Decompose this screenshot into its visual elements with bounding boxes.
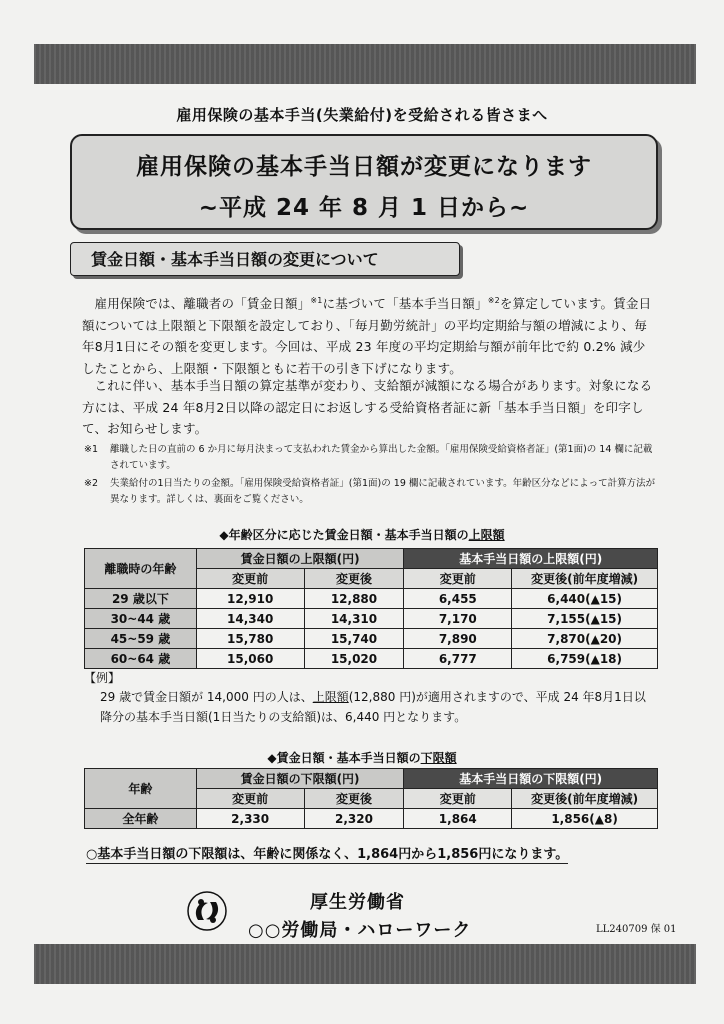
wage-after: 15,020	[304, 649, 404, 669]
col-before: 変更前	[196, 789, 304, 809]
lower-limit-table	[84, 768, 658, 829]
effective-date: ~平成 24 年 8 月 1 日から~	[198, 195, 530, 221]
body-paragraph-2: これに伴い、基本手当日額の算定基準が変わり、支給額が減額になる場合があります。対象になる方には、平成 24 年8月2日以降の認定日にお返しする受給資格者証に新「基本手当日額」を印字して、お知らせします。	[82, 378, 653, 436]
ministry-logo-icon	[186, 890, 228, 932]
wage-before: 14,340	[196, 609, 304, 629]
wage-before: 2,330	[196, 809, 304, 829]
table-row	[85, 809, 658, 829]
col-before: 変更前	[404, 569, 512, 589]
title-box	[70, 134, 658, 230]
upper-title-prefix: ◆年齢区分に応じた賃金日額・基本手当日額の	[219, 528, 469, 542]
ministry-name: 厚生労働省	[310, 892, 405, 913]
lower-title-underlined: 下限額	[420, 751, 457, 765]
top-decor-bar	[34, 44, 696, 84]
footnote-text: 失業給付の1日当たりの金額。「雇用保険受給資格者証」(第1面)の 19 欄に記載されています。年齢区分などによって計算方法が異なります。詳しくは、裏面をご覧ください。	[110, 478, 656, 505]
row-age: 60~64 歳	[85, 649, 197, 669]
footnote-mark: ※1	[84, 444, 99, 455]
upper-title-underlined: 上限額	[468, 528, 505, 542]
example-text-underlined: 上限額	[312, 690, 349, 704]
footnote-mark: ※2	[84, 478, 99, 489]
para1-text-a: 雇用保険では、離職者の「賃金日額」	[94, 296, 311, 312]
col-after: 変更後	[304, 789, 404, 809]
age-header: 離職時の年齢	[85, 549, 197, 589]
conclusion-note: ○基本手当日額の下限額は、年齢に関係なく、1,864円から1,856円になります。	[86, 843, 568, 864]
wage-after: 15,740	[304, 629, 404, 649]
wage-after: 2,320	[304, 809, 404, 829]
benefit-after: 6,759(▲18)	[512, 649, 658, 669]
age-header: 年齢	[85, 769, 197, 809]
col-after-change: 変更後(前年度増減)	[512, 569, 658, 589]
footnote-text: 離職した日の直前の 6 か月に毎月決まって支払われた賃金から算出した金額。「雇用保険受給資格者証」(第1面)の 14 欄に記載されています。	[110, 444, 653, 471]
table-row	[85, 629, 658, 649]
row-age: 29 歳以下	[85, 589, 197, 609]
footnote-2	[84, 476, 656, 508]
table-row	[85, 609, 658, 629]
wage-before: 15,060	[196, 649, 304, 669]
para1-text-c: を算定しています。賃金日額については上限額と下限額を設定しており、「毎月勤労統計」の平均定期給与額の増減により、毎年8月1日にその額を変更します。今回は、平成 23 年度の平均定期給与額が前年比で約 0.2% 減少したことから、上限額・下限額ともに若干の引き下げになります。	[82, 296, 652, 376]
benefit-after: 7,870(▲20)	[512, 629, 658, 649]
example-text-b: (12,880 円)が適用されますので、平成 24 年8月1日以降分の基本手当日額(1日当たりの支給額)は、6,440 円となります。	[100, 690, 646, 724]
para1-text-b: に基づいて「基本手当日額」	[322, 296, 488, 312]
wage-header: 賃金日額の下限額(円)	[196, 769, 404, 789]
row-age: 45~59 歳	[85, 629, 197, 649]
wage-after: 12,880	[304, 589, 404, 609]
example-text-a: 29 歳で賃金日額が 14,000 円の人は、	[100, 690, 313, 704]
benefit-header: 基本手当日額の上限額(円)	[404, 549, 658, 569]
bottom-decor-bar	[34, 944, 696, 984]
upper-table-title	[0, 526, 724, 543]
example-label: 【例】	[84, 671, 121, 685]
wage-header: 賃金日額の上限額(円)	[196, 549, 404, 569]
wage-before: 15,780	[196, 629, 304, 649]
document-code: LL240709 保 01	[596, 924, 677, 935]
lower-table-title	[0, 749, 724, 766]
benefit-after: 1,856(▲8)	[512, 809, 658, 829]
col-after-change: 変更後(前年度増減)	[512, 789, 658, 809]
benefit-after: 6,440(▲15)	[512, 589, 658, 609]
wage-after: 14,310	[304, 609, 404, 629]
body-paragraph-1	[82, 290, 656, 379]
benefit-header: 基本手当日額の下限額(円)	[404, 769, 658, 789]
benefit-after: 7,155(▲15)	[512, 609, 658, 629]
col-before: 変更前	[196, 569, 304, 589]
col-after: 変更後	[304, 569, 404, 589]
office-name: ○○労働局・ハローワーク	[248, 920, 472, 941]
benefit-before: 6,455	[404, 589, 512, 609]
row-age: 全年齢	[85, 809, 197, 829]
benefit-before: 1,864	[404, 809, 512, 829]
page-title: 雇用保険の基本手当日額が変更になります	[136, 154, 592, 180]
footnote-ref-1: ※1	[310, 296, 323, 305]
row-age: 30~44 歳	[85, 609, 197, 629]
table-row	[85, 649, 658, 669]
wage-before: 12,910	[196, 589, 304, 609]
lower-title-prefix: ◆賃金日額・基本手当日額の	[267, 751, 421, 765]
section-heading: 賃金日額・基本手当日額の変更について	[70, 242, 460, 276]
table-row	[85, 589, 658, 609]
page-subtitle: 雇用保険の基本手当(失業給付)を受給される皆さまへ	[176, 106, 548, 124]
benefit-before: 6,777	[404, 649, 512, 669]
footnote-ref-2: ※2	[487, 296, 500, 305]
example-text	[100, 687, 656, 727]
benefit-before: 7,170	[404, 609, 512, 629]
col-before: 変更前	[404, 789, 512, 809]
footnote-1	[84, 442, 656, 474]
upper-limit-table	[84, 548, 658, 669]
benefit-before: 7,890	[404, 629, 512, 649]
